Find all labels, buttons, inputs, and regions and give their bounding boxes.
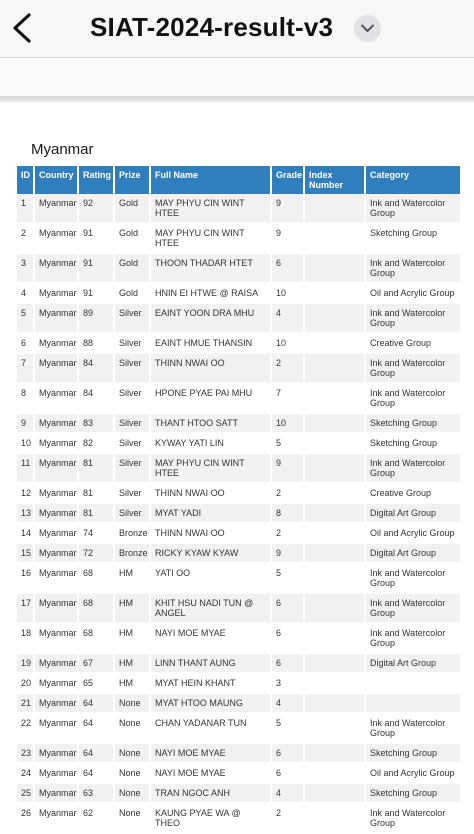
cell-prize: Bronze — [114, 543, 150, 563]
cell-rating: 64 — [78, 763, 114, 783]
cell-prize: HM — [114, 673, 150, 693]
cell-category: Ink and Watercolor Group — [365, 803, 461, 833]
table-row — [17, 623, 461, 653]
cell-id: 7 — [17, 353, 34, 383]
cell-country: Myanmar — [34, 623, 78, 653]
cell-grade: 9 — [271, 543, 304, 563]
table-row — [17, 194, 461, 223]
cell-grade: 6 — [271, 593, 304, 623]
cell-rating: 91 — [78, 223, 114, 253]
cell-country: Myanmar — [34, 783, 78, 803]
cell-index-number — [304, 453, 365, 483]
cell-grade: 6 — [271, 653, 304, 673]
table-header-row — [17, 166, 461, 194]
cell-full-name: HNIN EI HTWE @ RAISA — [150, 283, 271, 303]
cell-prize: HM — [114, 623, 150, 653]
cell-category: Ink and Watercolor Group — [365, 453, 461, 483]
cell-country: Myanmar — [34, 353, 78, 383]
cell-index-number — [304, 653, 365, 673]
cell-category: Sketching Group — [365, 783, 461, 803]
cell-grade: 5 — [271, 713, 304, 743]
cell-prize: Silver — [114, 503, 150, 523]
table-row — [17, 543, 461, 563]
cell-id: 20 — [17, 673, 34, 693]
sheet-title: Myanmar — [31, 141, 94, 158]
cell-id: 9 — [17, 413, 34, 433]
cell-country: Myanmar — [34, 743, 78, 763]
cell-prize: Silver — [114, 483, 150, 503]
table-row — [17, 673, 461, 693]
table-row — [17, 383, 461, 413]
cell-prize: Silver — [114, 383, 150, 413]
cell-id: 22 — [17, 713, 34, 743]
cell-full-name: MYAT HEIN KHANT — [150, 673, 271, 693]
cell-category: Sketching Group — [365, 743, 461, 763]
cell-grade: 8 — [271, 503, 304, 523]
cell-country: Myanmar — [34, 673, 78, 693]
cell-rating: 64 — [78, 713, 114, 743]
cell-country: Myanmar — [34, 653, 78, 673]
cell-grade: 2 — [271, 803, 304, 833]
table-body — [17, 194, 461, 833]
cell-category: Sketching Group — [365, 223, 461, 253]
cell-rating: 68 — [78, 623, 114, 653]
cell-id: 21 — [17, 693, 34, 713]
cell-grade: 2 — [271, 483, 304, 503]
cell-index-number — [304, 194, 365, 223]
cell-id: 23 — [17, 743, 34, 763]
cell-country: Myanmar — [34, 413, 78, 433]
cell-full-name: TRAN NGOC ANH — [150, 783, 271, 803]
cell-rating: 81 — [78, 453, 114, 483]
cell-grade: 9 — [271, 453, 304, 483]
cell-index-number — [304, 693, 365, 713]
cell-prize: Silver — [114, 453, 150, 483]
cell-country: Myanmar — [34, 543, 78, 563]
cell-id: 6 — [17, 333, 34, 353]
cell-full-name: KAUNG PYAE WA @ THEO — [150, 803, 271, 833]
cell-prize: None — [114, 743, 150, 763]
cell-index-number — [304, 413, 365, 433]
cell-category: Creative Group — [365, 333, 461, 353]
cell-rating: 88 — [78, 333, 114, 353]
cell-country: Myanmar — [34, 303, 78, 333]
cell-full-name: NAYI MOE MYAE — [150, 623, 271, 653]
cell-full-name: THINN NWAI OO — [150, 523, 271, 543]
cell-prize: Bronze — [114, 523, 150, 543]
title-menu-button[interactable] — [354, 15, 381, 42]
cell-country: Myanmar — [34, 483, 78, 503]
table-row — [17, 593, 461, 623]
cell-grade: 6 — [271, 743, 304, 763]
cell-grade: 9 — [271, 194, 304, 223]
cell-prize: HM — [114, 653, 150, 673]
cell-rating: 68 — [78, 563, 114, 593]
cell-grade: 6 — [271, 623, 304, 653]
cell-prize: None — [114, 803, 150, 833]
cell-full-name: KYWAY YATI LIN — [150, 433, 271, 453]
cell-country: Myanmar — [34, 383, 78, 413]
cell-grade: 5 — [271, 433, 304, 453]
document-title: SIAT-2024-result-v3 — [90, 12, 334, 42]
cell-category: Ink and Watercolor Group — [365, 623, 461, 653]
cell-rating: 64 — [78, 743, 114, 763]
table-row — [17, 783, 461, 803]
cell-category: Digital Art Group — [365, 543, 461, 563]
cell-index-number — [304, 383, 365, 413]
cell-grade: 4 — [271, 783, 304, 803]
cell-index-number — [304, 223, 365, 253]
cell-index-number — [304, 593, 365, 623]
cell-rating: 92 — [78, 194, 114, 223]
cell-id: 11 — [17, 453, 34, 483]
cell-rating: 81 — [78, 483, 114, 503]
cell-category: Ink and Watercolor Group — [365, 253, 461, 283]
column-header-rating: Rating — [78, 166, 114, 194]
cell-id: 24 — [17, 763, 34, 783]
cell-index-number — [304, 673, 365, 693]
navigation-bar — [0, 0, 474, 58]
cell-prize: HM — [114, 593, 150, 623]
cell-id: 26 — [17, 803, 34, 833]
cell-grade: 5 — [271, 563, 304, 593]
cell-full-name: THANT HTOO SATT — [150, 413, 271, 433]
cell-rating: 84 — [78, 353, 114, 383]
cell-category: Creative Group — [365, 483, 461, 503]
cell-grade: 7 — [271, 383, 304, 413]
table-row — [17, 253, 461, 283]
cell-index-number — [304, 563, 365, 593]
cell-id: 12 — [17, 483, 34, 503]
divider — [0, 96, 474, 102]
table-row — [17, 483, 461, 503]
table-row — [17, 283, 461, 303]
cell-full-name: MYAT YADI — [150, 503, 271, 523]
cell-full-name: CHAN YADANAR TUN — [150, 713, 271, 743]
cell-category: Sketching Group — [365, 433, 461, 453]
cell-full-name: YATI OO — [150, 563, 271, 593]
cell-category: Ink and Watercolor Group — [365, 303, 461, 333]
cell-full-name: THOON THADAR HTET — [150, 253, 271, 283]
table-row — [17, 563, 461, 593]
table-row — [17, 333, 461, 353]
cell-index-number — [304, 503, 365, 523]
cell-rating: 63 — [78, 783, 114, 803]
cell-id: 10 — [17, 433, 34, 453]
cell-category: Digital Art Group — [365, 653, 461, 673]
column-header-full-name: Full Name — [150, 166, 271, 194]
cell-id: 13 — [17, 503, 34, 523]
cell-rating: 91 — [78, 253, 114, 283]
cell-index-number — [304, 523, 365, 543]
cell-rating: 84 — [78, 383, 114, 413]
table-row — [17, 713, 461, 743]
cell-grade: 10 — [271, 333, 304, 353]
cell-full-name: MYAT HTOO MAUNG — [150, 693, 271, 713]
cell-full-name: EAINT HMUE THANSIN — [150, 333, 271, 353]
cell-grade: 10 — [271, 283, 304, 303]
chevron-left-icon — [10, 12, 34, 44]
cell-index-number — [304, 763, 365, 783]
cell-category: Ink and Watercolor Group — [365, 353, 461, 383]
cell-category: Sketching Group — [365, 413, 461, 433]
cell-index-number — [304, 433, 365, 453]
cell-rating: 72 — [78, 543, 114, 563]
cell-index-number — [304, 713, 365, 743]
cell-country: Myanmar — [34, 433, 78, 453]
cell-id: 16 — [17, 563, 34, 593]
cell-prize: Silver — [114, 333, 150, 353]
cell-id: 18 — [17, 623, 34, 653]
cell-prize: Silver — [114, 303, 150, 333]
cell-prize: Silver — [114, 433, 150, 453]
cell-prize: None — [114, 763, 150, 783]
cell-index-number — [304, 333, 365, 353]
cell-full-name: LINN THANT AUNG — [150, 653, 271, 673]
cell-country: Myanmar — [34, 453, 78, 483]
cell-rating: 83 — [78, 413, 114, 433]
cell-prize: None — [114, 693, 150, 713]
table-row — [17, 693, 461, 713]
cell-category: Ink and Watercolor Group — [365, 713, 461, 743]
cell-rating: 89 — [78, 303, 114, 333]
cell-grade: 6 — [271, 763, 304, 783]
cell-grade: 10 — [271, 413, 304, 433]
cell-category: Ink and Watercolor Group — [365, 563, 461, 593]
cell-id: 5 — [17, 303, 34, 333]
cell-full-name: KHIT HSU NADI TUN @ ANGEL — [150, 593, 271, 623]
cell-category: Oil and Acrylic Group — [365, 283, 461, 303]
cell-index-number — [304, 623, 365, 653]
cell-id: 4 — [17, 283, 34, 303]
cell-country: Myanmar — [34, 223, 78, 253]
cell-grade: 3 — [271, 673, 304, 693]
cell-id: 17 — [17, 593, 34, 623]
back-button[interactable] — [10, 12, 34, 44]
cell-country: Myanmar — [34, 563, 78, 593]
table-row — [17, 523, 461, 543]
cell-id: 19 — [17, 653, 34, 673]
cell-country: Myanmar — [34, 763, 78, 783]
cell-prize: Gold — [114, 253, 150, 283]
cell-index-number — [304, 483, 365, 503]
cell-grade: 6 — [271, 253, 304, 283]
column-header-country: Country — [34, 166, 78, 194]
cell-index-number — [304, 743, 365, 763]
cell-index-number — [304, 253, 365, 283]
cell-country: Myanmar — [34, 803, 78, 833]
cell-index-number — [304, 353, 365, 383]
cell-rating: 62 — [78, 803, 114, 833]
cell-category: Ink and Watercolor Group — [365, 593, 461, 623]
cell-full-name: MAY PHYU CIN WINT HTEE — [150, 453, 271, 483]
cell-rating: 81 — [78, 503, 114, 523]
column-header-grade: Grade — [271, 166, 304, 194]
column-header-index-number: Index Number — [304, 166, 365, 194]
cell-category: Oil and Acrylic Group — [365, 523, 461, 543]
cell-country: Myanmar — [34, 253, 78, 283]
toolbar-area — [0, 58, 474, 96]
cell-country: Myanmar — [34, 693, 78, 713]
cell-index-number — [304, 303, 365, 333]
cell-rating: 65 — [78, 673, 114, 693]
cell-prize: Gold — [114, 223, 150, 253]
column-header-category: Category — [365, 166, 461, 194]
table-row — [17, 413, 461, 433]
cell-prize: None — [114, 713, 150, 743]
cell-rating: 74 — [78, 523, 114, 543]
column-header-id: ID — [17, 166, 34, 194]
chevron-down-icon — [360, 23, 375, 34]
cell-prize: None — [114, 783, 150, 803]
cell-grade: 9 — [271, 223, 304, 253]
cell-full-name: NAYI MOE MYAE — [150, 763, 271, 783]
table-row — [17, 503, 461, 523]
cell-id: 14 — [17, 523, 34, 543]
cell-rating: 64 — [78, 693, 114, 713]
cell-category: Ink and Watercolor Group — [365, 194, 461, 223]
cell-full-name: THINN NWAI OO — [150, 483, 271, 503]
cell-country: Myanmar — [34, 503, 78, 523]
cell-prize: Silver — [114, 413, 150, 433]
cell-category: Oil and Acrylic Group — [365, 763, 461, 783]
cell-grade: 2 — [271, 353, 304, 383]
cell-id: 8 — [17, 383, 34, 413]
cell-prize: Gold — [114, 283, 150, 303]
cell-rating: 91 — [78, 283, 114, 303]
cell-index-number — [304, 543, 365, 563]
cell-category — [365, 673, 461, 693]
cell-rating: 67 — [78, 653, 114, 673]
table-row — [17, 743, 461, 763]
cell-index-number — [304, 283, 365, 303]
table-row — [17, 303, 461, 333]
cell-country: Myanmar — [34, 283, 78, 303]
cell-category — [365, 693, 461, 713]
cell-index-number — [304, 783, 365, 803]
cell-country: Myanmar — [34, 523, 78, 543]
cell-country: Myanmar — [34, 194, 78, 223]
table-row — [17, 433, 461, 453]
cell-full-name: MAY PHYU CIN WINT HTEE — [150, 194, 271, 223]
cell-grade: 4 — [271, 693, 304, 713]
column-header-prize: Prize — [114, 166, 150, 194]
cell-id: 25 — [17, 783, 34, 803]
cell-category: Ink and Watercolor Group — [365, 383, 461, 413]
cell-full-name: MAY PHYU CIN WINT HTEE — [150, 223, 271, 253]
table-row — [17, 223, 461, 253]
cell-full-name: RICKY KYAW KYAW — [150, 543, 271, 563]
cell-grade: 4 — [271, 303, 304, 333]
table-row — [17, 353, 461, 383]
results-table — [17, 166, 462, 834]
cell-prize: HM — [114, 563, 150, 593]
table-row — [17, 763, 461, 783]
table-row — [17, 453, 461, 483]
cell-full-name: NAYI MOE MYAE — [150, 743, 271, 763]
table-row — [17, 653, 461, 673]
cell-full-name: HPONE PYAE PAI MHU — [150, 383, 271, 413]
cell-id: 1 — [17, 194, 34, 223]
cell-category: Digital Art Group — [365, 503, 461, 523]
cell-prize: Gold — [114, 194, 150, 223]
cell-full-name: EAINT YOON DRA MHU — [150, 303, 271, 333]
cell-id: 2 — [17, 223, 34, 253]
cell-country: Myanmar — [34, 713, 78, 743]
cell-country: Myanmar — [34, 593, 78, 623]
cell-rating: 82 — [78, 433, 114, 453]
cell-id: 15 — [17, 543, 34, 563]
cell-prize: Silver — [114, 353, 150, 383]
cell-id: 3 — [17, 253, 34, 283]
cell-full-name: THINN NWAI OO — [150, 353, 271, 383]
cell-rating: 68 — [78, 593, 114, 623]
cell-country: Myanmar — [34, 333, 78, 353]
cell-grade: 2 — [271, 523, 304, 543]
